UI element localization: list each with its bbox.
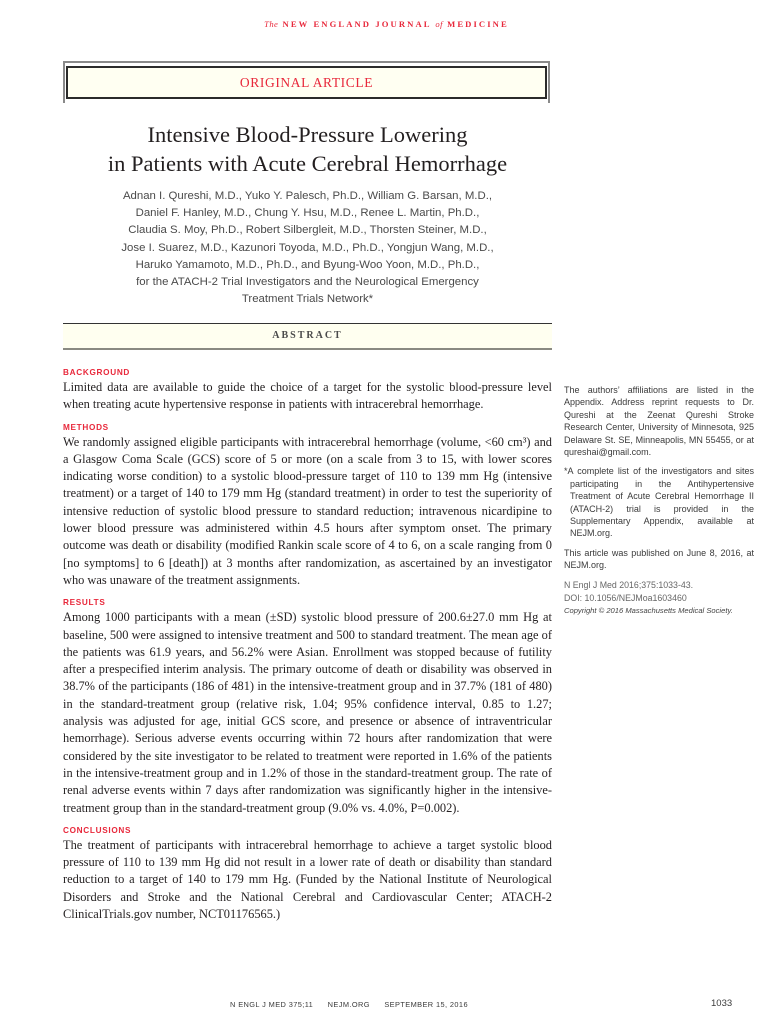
section-heading: RESULTS	[63, 598, 106, 608]
author-line: Haruko Yamamoto, M.D., Ph.D., and Byung-Woo Yoon, M.D., Ph.D.,	[135, 258, 480, 271]
abstract-heading: ABSTRACT	[63, 323, 552, 350]
author-line: for the ATACH-2 Trial Investigators and the Neurological Emergency	[136, 276, 479, 289]
doi-link[interactable]: DOI: 10.1056/NEJMoa1603460	[564, 592, 687, 603]
page-number: 1033	[711, 998, 733, 1009]
copyright-notice: Copyright © 2016 Massachusetts Medical Society.	[564, 605, 733, 615]
section-heading: METHODS	[63, 422, 109, 432]
journal-prefix: The	[264, 19, 279, 29]
author-line: Jose I. Suarez, M.D., Kazunori Toyoda, M.D., Ph.D., Yongjun Wang, M.D.,	[121, 241, 494, 254]
author-list	[63, 188, 552, 308]
abstract-section-methods	[63, 422, 552, 590]
published-note: This article was published on June 8, 2016, at NEJM.org.	[564, 547, 754, 571]
sidebar-notes	[564, 384, 754, 617]
journal-name-part1: NEW ENGLAND JOURNAL	[282, 19, 432, 29]
section-heading: BACKGROUND	[63, 368, 131, 377]
section-text: We randomly assigned eligible participants with intracerebral hemorrhage (volume, <60 cm³) and a Glasgow Coma Scale (GCS) score of 5 or more (on a scale from 3 to 15, with lower scores indicating worse condition) to a systolic blood-pressure target of 110 to 139 mm Hg (intensive treatment) or a target of 140 to 179 mm Hg (standard treatment) in order to test the superiority of intensive reduction of systolic blood pressure to standard reduction; intravenous nicardipine to lower blood pressure was administered within 4.5 hours after symptom onset. The primary outcome was death or disability (modified Rankin scale score of 4 to 6, on a scale ranging from 0 [no symptoms] to 6 [death]) at 3 months after randomization, as ascertained by an investigator who was unaware of the treatment assignments.	[63, 434, 552, 587]
investigators-footnote: *A complete list of the investigators and sites participating in the Antihypertensive Treatment of Acute Cerebral Hemorrhage II (ATACH-2) trial is provided in the Supplementary Appendix, available at NEJM.org.	[564, 466, 754, 539]
journal-of: of	[435, 19, 443, 29]
section-text: Limited data are available to guide the choice of a target for the systolic blood-pressure level when treating acute hypertensive response in patients with intracerebral hemorrhage.	[63, 380, 552, 412]
journal-name-part2: MEDICINE	[447, 19, 509, 29]
author-line: Claudia S. Moy, Ph.D., Robert Silbergleit, M.D., Thorsten Steiner, M.D.,	[128, 224, 487, 237]
title-line-1: Intensive Blood-Pressure Lowering	[147, 122, 468, 147]
section-text: Among 1000 participants with a mean (±SD) systolic blood pressure of 200.6±27.0 mm Hg at baseline, 500 were assigned to intensive treatment and 500 to standard treatment. The mean age of the patients was 61.9 years, and 56.2% were Asian. Enrollment was stopped because of futility after a prespecified interim analysis. The primary outcome of death or disability was observed in 38.7% of the participants (186 of 481) in the intensive-treatment group and in 37.7% (181 of 480) in the standard-treatment group (relative risk, 1.04; 95% confidence interval, 0.85 to 1.27; analysis was adjusted for age, initial GCS score, and presence or absence of intraventricular hemorrhage). Serious adverse events occurring within 72 hours after randomization that were considered by the site investigator to be related to treatment were reported in 1.6% of the patients in the intensive-treatment group and in 1.2% of those in the standard-treatment group. The rate of renal adverse events within 7 days after randomization was significantly higher in the intensive-treatment group than in the standard-treatment group (9.0% vs. 4.0%, P=0.002).	[63, 610, 552, 815]
article-type-label: ORIGINAL ARTICLE	[66, 66, 547, 99]
abstract-body	[63, 367, 552, 931]
abstract-section-conclusions	[63, 825, 552, 923]
title-line-2: in Patients with Acute Cerebral Hemorrhage	[107, 151, 508, 176]
journal-masthead	[0, 19, 773, 29]
citation: N Engl J Med 2016;375:1033-43.	[564, 579, 694, 590]
footer-volume: N ENGL J MED 375;11	[230, 1000, 314, 1009]
abstract-section-results	[63, 597, 552, 817]
article-title	[63, 120, 552, 178]
author-line: Daniel F. Hanley, M.D., Chung Y. Hsu, M.D., Renee L. Martin, Ph.D.,	[135, 207, 480, 220]
author-line: Treatment Trials Network*	[241, 293, 374, 306]
affiliations-note: The authors’ affiliations are listed in the Appendix. Address reprint requests to Dr. Qureshi at the Zeenat Qureshi Stroke Research Center, University of Minnesota, 925 Delaware St. SE, Minneapolis, MN 55455, or at qureshai@gmail.com.	[564, 385, 754, 458]
abstract-section-background	[63, 367, 552, 414]
author-line: Adnan I. Qureshi, M.D., Yuko Y. Palesch, Ph.D., William G. Barsan, M.D.,	[122, 190, 493, 202]
section-heading: CONCLUSIONS	[63, 825, 132, 835]
page-footer	[230, 1000, 480, 1009]
footer-site: NEJM.ORG	[327, 1000, 370, 1009]
section-text: The treatment of participants with intracerebral hemorrhage to achieve a target systolic blood pressure of 110 to 139 mm Hg did not result in a lower rate of death or disability than standard reduction to a target of 140 to 179 mm Hg. (Funded by the National Institute of Neurological Disorders and Stroke and the National Cerebral and Cardiovascular Center; ATACH-2 ClinicalTrials.gov number, NCT01176565.)	[63, 837, 552, 922]
footer-date: SEPTEMBER 15, 2016	[384, 1000, 468, 1009]
